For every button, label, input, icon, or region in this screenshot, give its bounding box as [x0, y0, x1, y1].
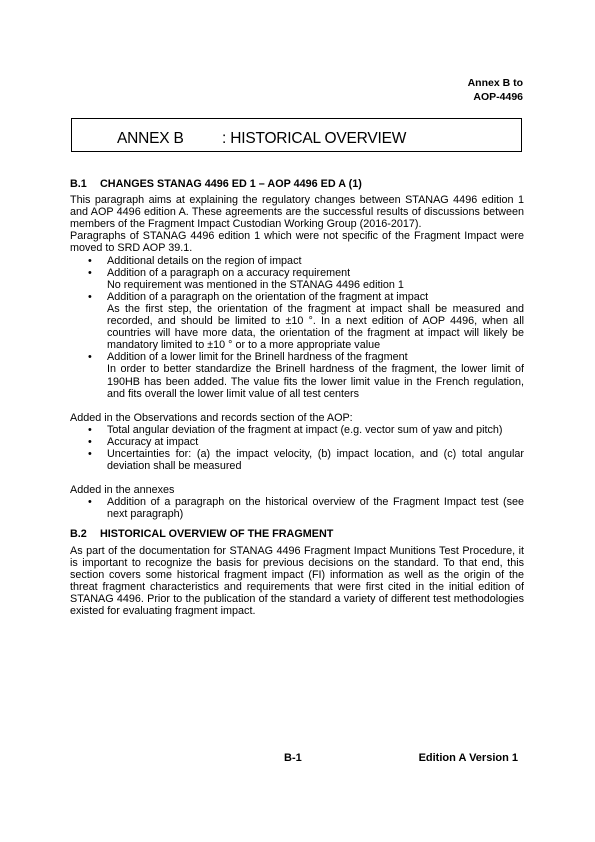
list-item-detail: As the first step, the orientation of the fragment at impact shall be measured and recorded, and should be limited to ±10 °. In a next edition of AOP 4496, when all countries will have more data, the orientation of the fragment at impact will likely be mandatory limited to ±10 ° or to a more appropriate value: [107, 302, 524, 352]
annex-title: : HISTORICAL OVERVIEW: [222, 130, 407, 147]
list-item: [70, 291, 524, 351]
list-item-title: Additional details on the region of impact: [107, 254, 302, 267]
paragraph: Added in the annexes: [70, 484, 175, 497]
section-heading-b1: [70, 178, 524, 190]
list-item: [70, 267, 524, 291]
header-document-id: AOP-4496: [473, 91, 523, 103]
list-item: • Uncertainties for: (a) the impact velocity, (b) impact location, and (c) total angular deviation shall be measured: [70, 448, 524, 472]
list-item-detail: In order to better standardize the Brinell hardness of the fragment, the lower limit of 190HB has been added. The value fits the lower limit value in the French regulation, and fits overall the lower limit value of all test centers: [107, 363, 524, 400]
list-item-title: • Addition of a lower limit for the Brinell hardness of the fragment: [107, 351, 408, 364]
paragraph: This paragraph aims at explaining the regulatory changes between STANAG 4496 edition 1 and AOP 4496 edition A. These agreements are the successful results of discussions between members of the Fragment Impact Custodian Working Group (2016-2017).: [70, 194, 524, 231]
list-item: • Addition of a paragraph on the historical overview of the Fragment Impact test (see next paragraph): [70, 496, 524, 520]
list-item-title: • Addition of a paragraph on a accuracy requirement: [107, 266, 351, 279]
document-body: [70, 178, 524, 617]
list-item: [70, 351, 524, 399]
header-annex-ref: Annex B to: [467, 77, 523, 89]
list-item-title: • Addition of a paragraph on the orientation of the fragment at impact: [107, 290, 429, 303]
annex-label: ANNEX B: [117, 130, 184, 147]
list-item-detail: No requirement was mentioned in the STANAG 4496 edition 1: [107, 278, 404, 291]
paragraph: As part of the documentation for STANAG 4496 Fragment Impact Munitions Test Procedure, it is important to recognize the basis for previous decisions on the standard. To that end, this section covers some historical fragment impact (FI) information as well as the origin of the threat fragment characteristics and requirements that were first cited in the initial edition of STANAG 4496. Prior to the publication of the standard a variety of different test methodologies existed for evaluating fragment impact.: [70, 544, 524, 617]
section-number: B.1: [70, 178, 87, 190]
section-title: HISTORICAL OVERVIEW OF THE FRAGMENT: [100, 528, 334, 541]
section-number: B.2: [70, 528, 87, 541]
paragraph: Paragraphs of STANAG 4496 edition 1 which were not specific of the Fragment Impact were moved to SRD AOP 39.1.: [70, 230, 524, 255]
edition-label: Edition A Version 1: [418, 752, 518, 764]
list-item: • Total angular deviation of the fragment at impact (e.g. vector sum of yaw and pitch): [70, 424, 524, 436]
bullet-list: [70, 496, 524, 520]
bullet-list: [70, 255, 524, 400]
bullet-list: [70, 424, 524, 472]
section-title: CHANGES STANAG 4496 ED 1 – AOP 4496 ED A (1): [100, 178, 362, 190]
paragraph: Added in the Observations and records section of the AOP:: [70, 411, 353, 424]
annex-title-box: [71, 118, 522, 152]
page-header: [468, 76, 523, 104]
list-item: [70, 255, 524, 267]
page-number: B-1: [284, 752, 302, 764]
list-item: • Accuracy at impact: [70, 436, 524, 448]
section-heading-b2: [70, 528, 524, 540]
